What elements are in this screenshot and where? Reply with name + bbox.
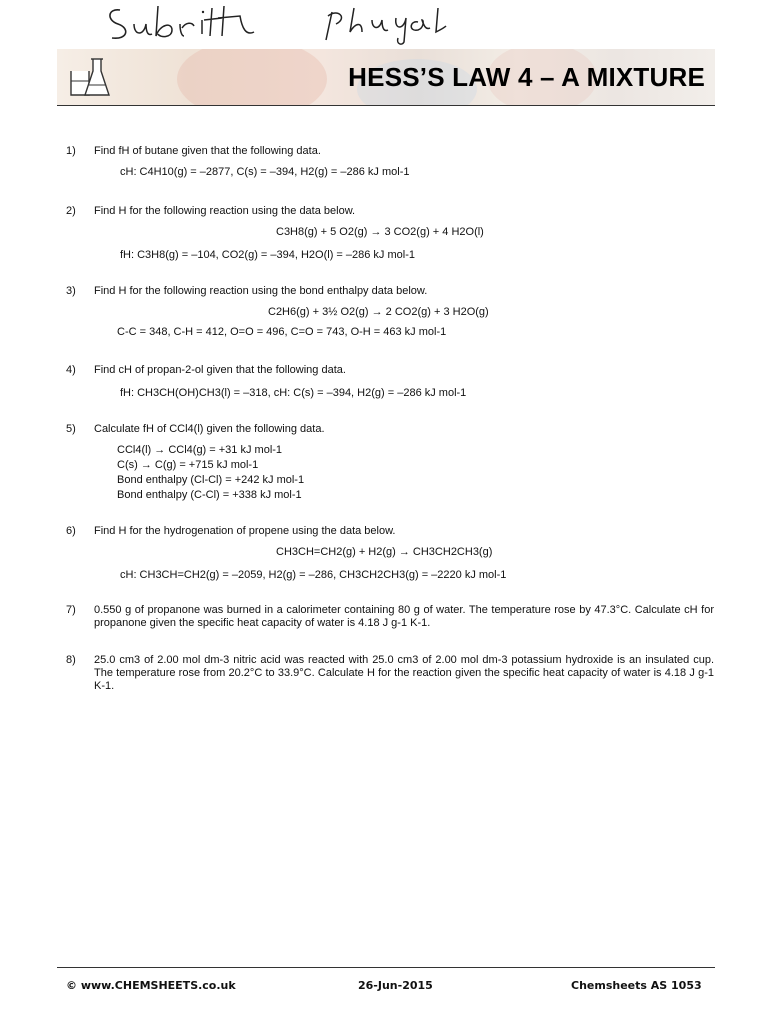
question-3-text: Find H for the following reaction using the bond enthalpy data below. <box>94 285 428 297</box>
question-6-data: cH: CH3CH=CH2(g) = –2059, H2(g) = –286, CH3CH2CH3(g) = –2220 kJ mol-1 <box>120 569 507 581</box>
header-banner <box>57 49 715 105</box>
footer-date: 26-Jun-2015 <box>358 979 433 992</box>
question-6-text: Find H for the hydrogenation of propene using the data below. <box>94 525 396 537</box>
page-title: HESS’S LAW 4 – A MIXTURE <box>348 62 705 92</box>
question-2-equation: C3H8(g) + 5 O2(g) → 3 CO2(g) + 4 H2O(l) <box>276 226 484 238</box>
question-2-data: fH: C3H8(g) = –104, CO2(g) = –394, H2O(l) = –286 kJ mol-1 <box>120 249 415 261</box>
question-2-number: 2) <box>66 205 76 217</box>
question-5-data-line: Bond enthalpy (C-Cl) = +338 kJ mol-1 <box>117 489 302 501</box>
question-5-data-line: CCl4(l) → CCl4(g) = +31 kJ mol-1 <box>117 444 283 456</box>
question-1-text: Find fH of butane given that the following data. <box>94 145 321 157</box>
question-4-data: fH: CH3CH(OH)CH3(l) = –318, cH: C(s) = –394, H2(g) = –286 kJ mol-1 <box>120 387 467 399</box>
question-5-number: 5) <box>66 423 76 435</box>
question-8-text: 25.0 cm3 of 2.00 mol dm-3 nitric acid was reacted with 25.0 cm3 of 2.00 mol dm-3 potassium hydroxide is an insulated cup. The temperature rose from 20.2°C to 33.9°C. Calculate H for the reaction given the specific heat capacity of water is 4.18 J g-1 K-1. <box>94 654 714 692</box>
question-5-data-line: Bond enthalpy (Cl-Cl) = +242 kJ mol-1 <box>117 474 305 486</box>
question-4-text: Find cH of propan-2-ol given that the following data. <box>94 364 346 376</box>
question-6-equation: CH3CH=CH2(g) + H2(g) → CH3CH2CH3(g) <box>276 546 493 558</box>
question-1-number: 1) <box>66 145 76 157</box>
footer-sheet-id: Chemsheets AS 1053 <box>571 979 702 992</box>
lab-glassware-icon <box>65 55 115 101</box>
question-3-data: C-C = 348, C-H = 412, O=O = 496, C=O = 743, O-H = 463 kJ mol-1 <box>117 326 447 338</box>
question-5-data-line: C(s) → C(g) = +715 kJ mol-1 <box>117 459 259 471</box>
question-1-data: cH: C4H10(g) = –2877, C(s) = –394, H2(g) = –286 kJ mol-1 <box>120 166 410 178</box>
question-8-number: 8) <box>66 654 76 666</box>
question-5-text: Calculate fH of CCl4(l) given the following data. <box>94 423 325 435</box>
question-6-number: 6) <box>66 525 76 537</box>
footer-website: © www.CHEMSHEETS.co.uk <box>66 979 236 992</box>
question-3-equation: C2H6(g) + 3½ O2(g) → 2 CO2(g) + 3 H2O(g) <box>268 306 489 318</box>
question-7-text: 0.550 g of propanone was burned in a calorimeter containing 80 g of water. The temperature rose by 47.3°C. Calculate cH for propanone given the specific heat capacity of water is 4.18 J g-1 K-1. <box>94 604 714 629</box>
header-divider <box>57 105 715 106</box>
footer-divider <box>57 967 715 968</box>
question-4-number: 4) <box>66 364 76 376</box>
question-3-number: 3) <box>66 285 76 297</box>
question-2-text: Find H for the following reaction using the data below. <box>94 205 356 217</box>
handwritten-signature <box>100 2 460 48</box>
question-7-number: 7) <box>66 604 76 616</box>
